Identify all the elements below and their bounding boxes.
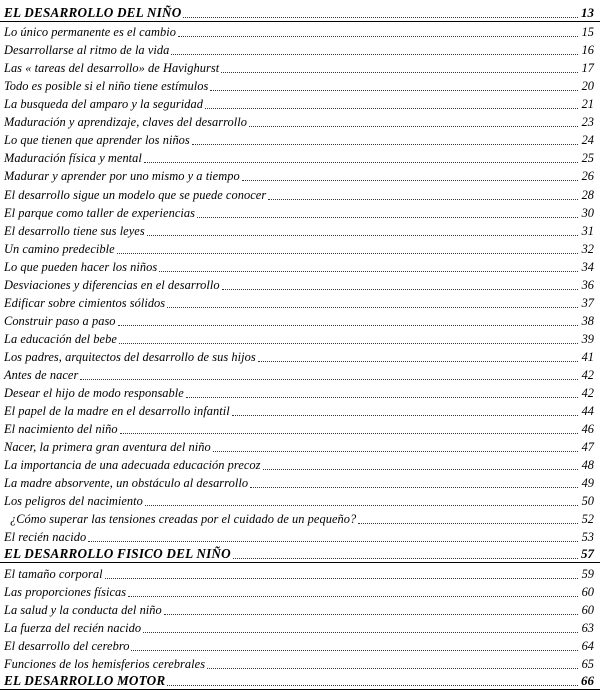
toc-entry — [0, 527, 600, 545]
dot-leader — [258, 361, 578, 362]
toc-entry — [0, 600, 600, 618]
dot-leader — [358, 523, 578, 524]
dot-leader — [186, 397, 578, 398]
toc-entry — [0, 58, 600, 76]
toc-entry-title: La importancia de una adecuada educación precoz — [4, 458, 261, 473]
toc-entry-title: Los peligros del nacimiento — [4, 494, 143, 509]
toc-entry-title: Funciones de los hemisferios cerebrales — [4, 656, 206, 671]
toc-entry — [0, 401, 600, 419]
toc-entry — [0, 347, 600, 365]
toc-entry — [0, 509, 600, 527]
toc-entry — [0, 582, 600, 600]
dot-leader — [143, 632, 578, 633]
toc-entry — [0, 112, 600, 130]
dot-leader — [105, 578, 578, 579]
toc-page-number: 64 — [581, 638, 594, 653]
toc-page-number: 50 — [581, 494, 594, 509]
dot-leader — [197, 217, 578, 218]
toc-entry-title: Nacer, la primera gran aventura del niño — [4, 440, 211, 455]
toc-page-number: 21 — [581, 97, 594, 112]
toc-page-number: 17 — [581, 61, 594, 76]
toc-page-number: 66 — [581, 672, 594, 688]
toc-entry-title: Desarrollarse al ritmo de la vida — [4, 43, 170, 58]
toc-entry-title: Maduración y aprendizaje, claves del desarrollo — [4, 115, 248, 130]
toc-entry-title: Edificar sobre cimientos sólidos — [4, 295, 166, 310]
dot-leader — [120, 433, 578, 434]
toc-entry-title: La madre absorvente, un obstáculo al desarrollo — [4, 476, 249, 491]
dot-leader — [167, 307, 578, 308]
toc-entry — [0, 654, 600, 672]
toc-entry-title: La busqueda del amparo y la seguridad — [4, 97, 203, 112]
toc-entry-title: Maduración física y mental — [4, 151, 142, 166]
toc-entry-title: Lo único permanente es el cambio — [4, 25, 176, 40]
toc-entry-title: Las « tareas del desarrollo» de Havighurst — [4, 61, 220, 76]
toc-page-number: 63 — [581, 620, 594, 635]
dot-leader — [164, 614, 578, 615]
toc-section-heading — [0, 672, 600, 690]
toc-page-number: 13 — [581, 5, 594, 21]
toc-section-heading — [0, 4, 600, 22]
toc-page-number: 60 — [581, 584, 594, 599]
toc-entry-title: El desarrollo sigue un modelo que se puede conocer — [4, 187, 267, 202]
toc-page-number: 25 — [581, 151, 594, 166]
toc-page-number: 47 — [581, 440, 594, 455]
dot-leader — [117, 253, 578, 254]
toc-entry-title: La salud y la conducta del niño — [4, 602, 162, 617]
toc-page-number: 41 — [581, 349, 594, 364]
toc-entry-title: La educación del bebe — [4, 331, 117, 346]
toc-page-number: 60 — [581, 602, 594, 617]
toc-entry — [0, 130, 600, 148]
toc-entry — [0, 455, 600, 473]
dot-leader — [222, 289, 578, 290]
toc-entry-title: Desear el hijo de modo responsable — [4, 386, 184, 401]
toc-entry — [0, 275, 600, 293]
toc-entry — [0, 76, 600, 94]
toc-entry — [0, 329, 600, 347]
toc-entry — [0, 383, 600, 401]
toc-entry-title: El desarrollo tiene sus leyes — [4, 223, 145, 238]
toc-page-number: 53 — [581, 530, 594, 545]
toc-page-number: 59 — [581, 566, 594, 581]
toc-entry-title: Construir paso a paso — [4, 313, 116, 328]
dot-leader — [144, 162, 578, 163]
toc-page-number: 42 — [581, 367, 594, 382]
toc-entry — [0, 473, 600, 491]
toc-entry — [0, 203, 600, 221]
toc-page-number: 31 — [581, 223, 594, 238]
toc-entry-title: Desviaciones y diferencias en el desarrollo — [4, 277, 220, 292]
toc-entry — [0, 148, 600, 166]
toc-page-number: 57 — [581, 546, 594, 562]
toc-entry-title: Los padres, arquitectos del desarrollo de sus hijos — [4, 349, 256, 364]
toc-entry — [0, 40, 600, 58]
dot-leader — [207, 668, 578, 669]
dot-leader — [131, 650, 578, 651]
toc-entry-title: La fuerza del recién nacido — [4, 620, 142, 635]
dot-leader — [242, 180, 578, 181]
toc-page-number: 28 — [581, 187, 594, 202]
toc-entry — [0, 311, 600, 329]
dot-leader — [249, 126, 578, 127]
toc-page-number: 26 — [581, 169, 594, 184]
toc-page-number: 20 — [581, 79, 594, 94]
dot-leader — [178, 36, 578, 37]
toc-entry-title: EL DESARROLLO DEL NIÑO — [4, 5, 182, 21]
dot-leader — [250, 487, 578, 488]
toc-page-number: 49 — [581, 476, 594, 491]
toc-entry-title: EL DESARROLLO MOTOR — [4, 672, 166, 688]
dot-leader — [268, 199, 578, 200]
dot-leader — [221, 72, 578, 73]
dot-leader — [167, 685, 578, 686]
toc-entry-title: Un camino predecible — [4, 241, 115, 256]
toc-entry-title: El desarrollo del cerebro — [4, 638, 130, 653]
dot-leader — [147, 235, 578, 236]
toc-entry-title: Lo que pueden hacer los niños — [4, 259, 158, 274]
toc-entry-title: Antes de nacer — [4, 367, 79, 382]
toc-page-number: 30 — [581, 205, 594, 220]
dot-leader — [205, 108, 578, 109]
toc-page-number: 44 — [581, 404, 594, 419]
toc-entry — [0, 257, 600, 275]
dot-leader — [183, 17, 578, 18]
toc-entry — [0, 293, 600, 311]
toc-entry — [0, 221, 600, 239]
toc-entry-title: El nacimiento del niño — [4, 422, 118, 437]
dot-leader — [192, 144, 578, 145]
toc-page-number: 34 — [581, 259, 594, 274]
toc-entry — [0, 22, 600, 40]
toc-page-number: 38 — [581, 313, 594, 328]
dot-leader — [232, 415, 578, 416]
dot-leader — [128, 596, 578, 597]
toc-entry — [0, 94, 600, 112]
toc-entry-title: El recién nacido — [4, 530, 87, 545]
toc-entry — [0, 636, 600, 654]
toc-page-number: 23 — [581, 115, 594, 130]
toc-entry-title: El parque como taller de experiencias — [4, 205, 195, 220]
toc-page-number: 36 — [581, 277, 594, 292]
dot-leader — [233, 558, 578, 559]
dot-leader — [171, 54, 578, 55]
toc-page-number: 16 — [581, 43, 594, 58]
toc-entry — [0, 419, 600, 437]
dot-leader — [119, 343, 578, 344]
toc-page-number: 48 — [581, 458, 594, 473]
dot-leader — [210, 90, 578, 91]
toc-page-number: 37 — [581, 295, 594, 310]
dot-leader — [213, 451, 578, 452]
toc-entry — [0, 239, 600, 257]
toc-entry-title: EL DESARROLLO FISICO DEL NIÑO — [4, 546, 231, 562]
toc-page-number: 24 — [581, 133, 594, 148]
toc-entry-title: Las proporciones físicas — [4, 584, 127, 599]
toc-entry — [0, 184, 600, 202]
toc-entry-title: El papel de la madre en el desarrollo infantil — [4, 404, 230, 419]
toc-page-number: 46 — [581, 422, 594, 437]
toc-section-heading — [0, 545, 600, 563]
toc-entry-title: Todo es posible si el niño tiene estímulos — [4, 79, 209, 94]
dot-leader — [80, 379, 578, 380]
toc-page-number: 42 — [581, 386, 594, 401]
toc-page-number: 65 — [581, 656, 594, 671]
toc-entry-title: Lo que tienen que aprender los niños — [4, 133, 190, 148]
toc-entry-title: Madurar y aprender por uno mismo y a tiempo — [4, 169, 240, 184]
toc-entry-title: El tamaño corporal — [4, 566, 103, 581]
toc-entry — [0, 437, 600, 455]
toc-page-number: 39 — [581, 331, 594, 346]
dot-leader — [145, 505, 578, 506]
toc-entry-title: ¿Cómo superar las tensiones creadas por el cuidado de un pequeño? — [10, 512, 357, 527]
dot-leader — [263, 469, 578, 470]
toc-entry — [0, 563, 600, 581]
toc-page-number: 52 — [581, 512, 594, 527]
dot-leader — [159, 271, 578, 272]
toc-entry — [0, 166, 600, 184]
dot-leader — [88, 541, 578, 542]
toc-entry — [0, 491, 600, 509]
toc-entry — [0, 618, 600, 636]
toc-page-number: 15 — [581, 25, 594, 40]
dot-leader — [118, 325, 578, 326]
toc-page-number: 32 — [581, 241, 594, 256]
toc-entry — [0, 365, 600, 383]
